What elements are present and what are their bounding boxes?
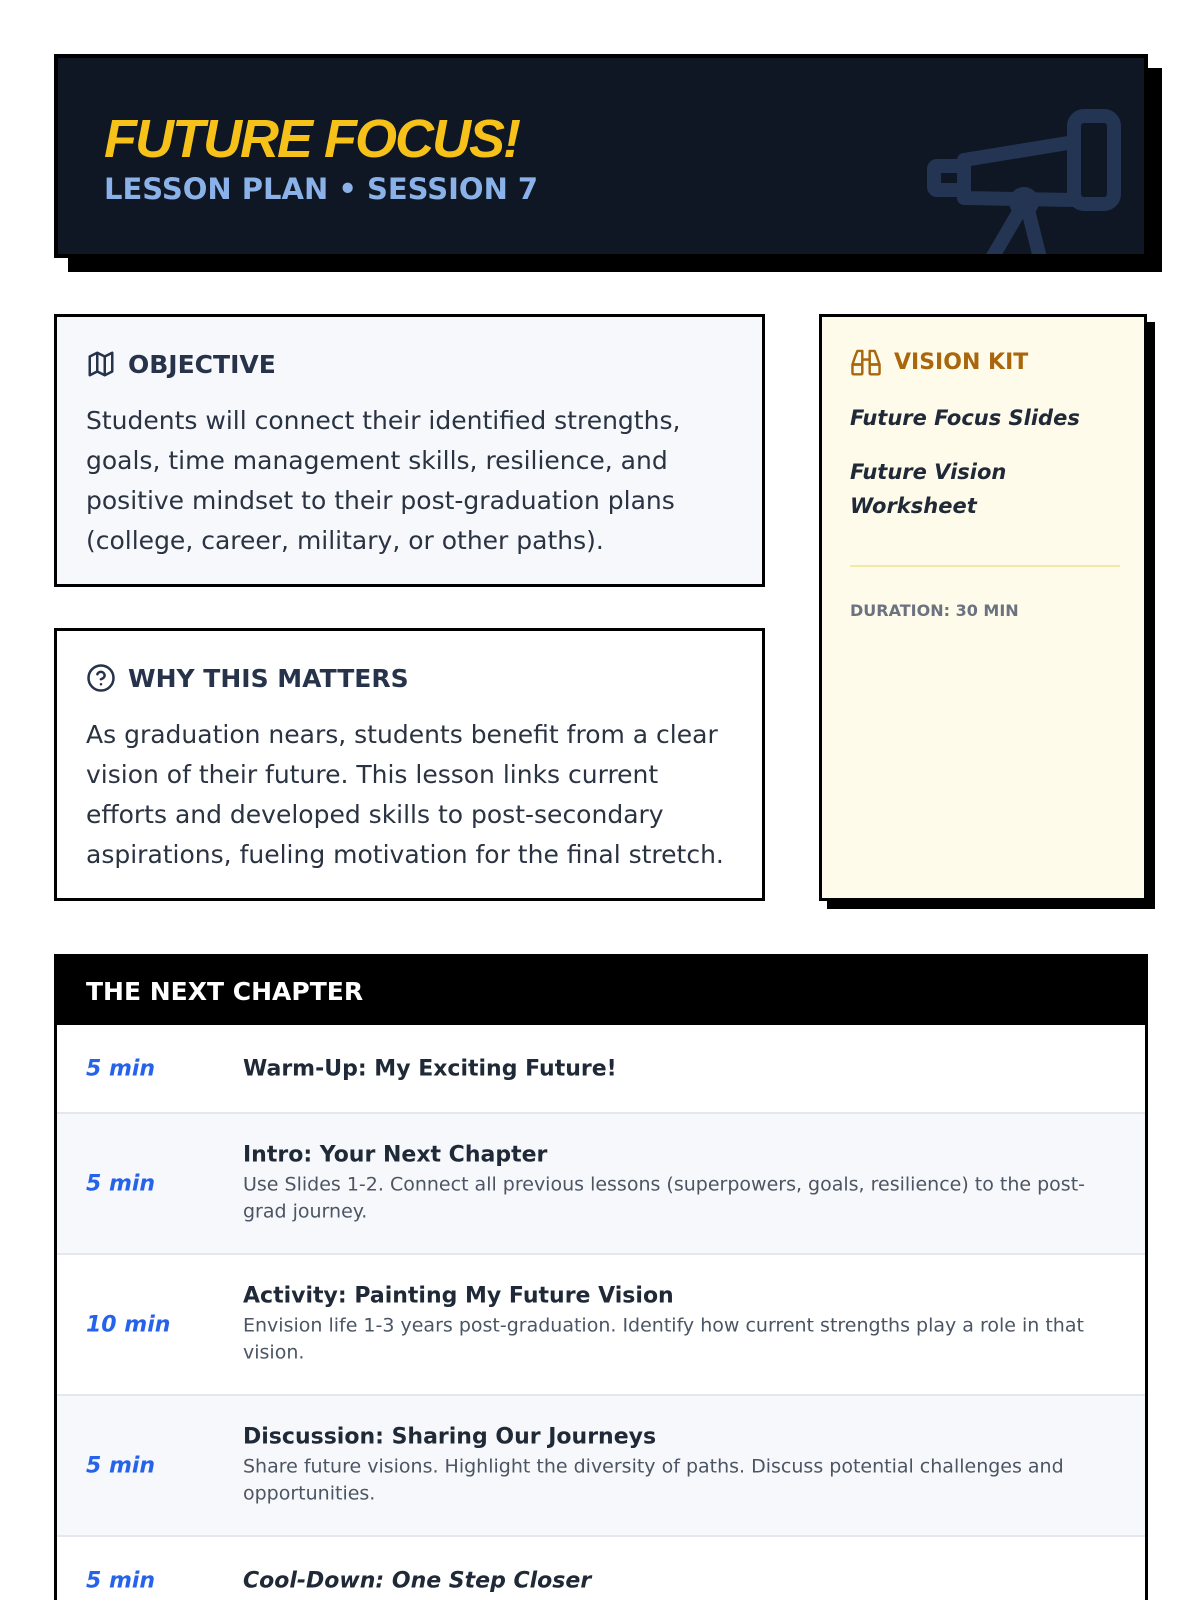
kit-header	[850, 347, 1028, 377]
agenda-header	[57, 957, 1145, 1025]
why-text: As graduation nears, students benefit from a clear vision of their future. This lesson links current efforts and developed skills to post-secondary aspirations, fueling motivation for the final stretch.	[86, 720, 724, 869]
row-time: 5 min	[86, 1171, 156, 1196]
row-description: Use Slides 1-2. Connect all previous lessons (superpowers, goals, resilience) to the post-grad journey.	[243, 1173, 1086, 1222]
agenda-heading: THE NEXT CHAPTER	[86, 976, 364, 1006]
row-title: Intro: Your Next Chapter	[243, 1142, 548, 1167]
binoculars-icon	[850, 347, 882, 377]
row-description: Envision life 1-3 years post-graduation. Identify how current strengths play a role in that vision.	[243, 1314, 1084, 1363]
row-time: 5 min	[86, 1453, 156, 1478]
row-content	[243, 1056, 1105, 1081]
agenda-row	[57, 1537, 1145, 1600]
kit-divider	[850, 565, 1120, 567]
row-title: Discussion: Sharing Our Journeys	[243, 1424, 657, 1449]
row-time: 5 min	[86, 1056, 156, 1081]
map-icon	[86, 349, 116, 379]
why-header	[86, 661, 409, 695]
agenda-row	[57, 1255, 1145, 1396]
why-heading: WHY THIS MATTERS	[128, 663, 409, 693]
objective-header	[86, 347, 276, 381]
question-circle-icon	[86, 663, 116, 693]
page-title: FUTURE FOCUS!	[104, 109, 519, 169]
why-card	[54, 628, 765, 901]
kit-item: Future Focus Slides	[850, 406, 1080, 430]
row-content	[243, 1142, 1105, 1225]
row-content	[243, 1283, 1105, 1366]
row-title: Activity: Painting My Future Vision	[243, 1283, 674, 1308]
kit-heading: VISION KIT	[894, 349, 1029, 375]
row-title: Warm-Up: My Exciting Future!	[243, 1056, 617, 1081]
row-time: 5 min	[86, 1568, 156, 1593]
page-subtitle: LESSON PLAN • SESSION 7	[104, 172, 539, 206]
agenda-table	[54, 954, 1148, 1600]
telescope-icon	[924, 98, 1124, 258]
row-description: Share future visions. Highlight the diversity of paths. Discuss potential challenges and opportunities.	[243, 1455, 1064, 1504]
agenda-row	[57, 1025, 1145, 1114]
objective-heading: OBJECTIVE	[128, 349, 276, 379]
row-content	[243, 1424, 1105, 1507]
duration-label: DURATION: 30 MIN	[850, 601, 1019, 620]
agenda-row	[57, 1114, 1145, 1255]
vision-kit-card	[819, 314, 1147, 901]
header-banner	[54, 54, 1148, 258]
objective-card	[54, 314, 765, 587]
objective-text: Students will connect their identified strengths, goals, time management skills, resilience, and positive mindset to their post-graduation plans (college, career, military, or other paths).	[86, 406, 681, 555]
row-title: Cool-Down: One Step Closer	[243, 1568, 592, 1593]
kit-item: Future Vision Worksheet	[850, 460, 1007, 518]
row-content	[243, 1568, 1105, 1593]
row-time: 10 min	[86, 1312, 171, 1337]
agenda-row	[57, 1396, 1145, 1537]
